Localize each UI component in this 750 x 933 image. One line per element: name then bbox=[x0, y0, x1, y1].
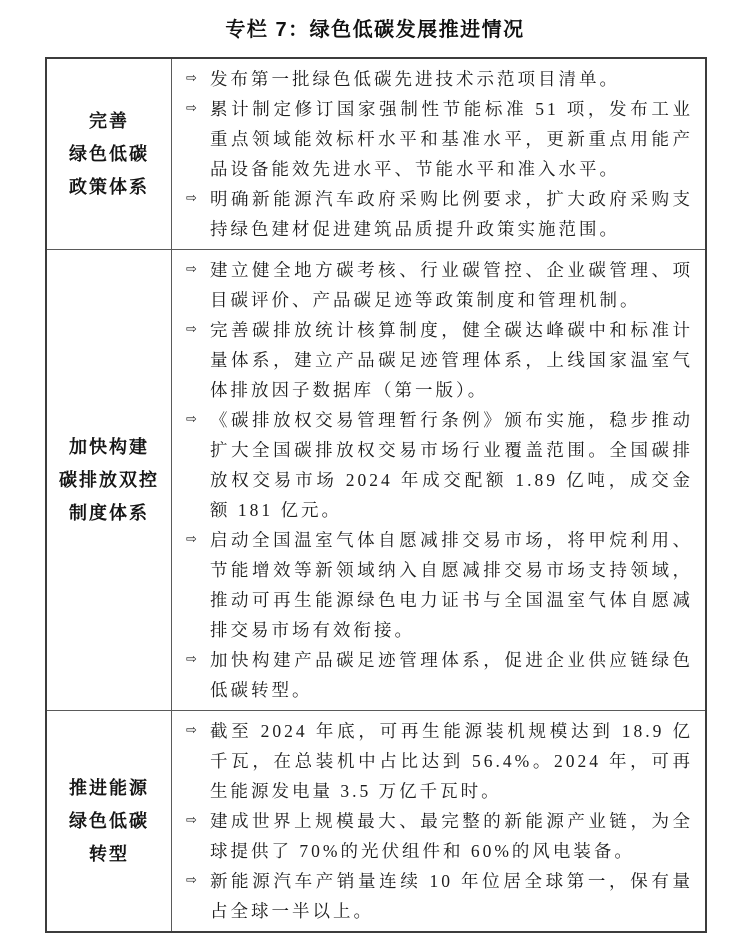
category-label-line: 推进能源 bbox=[69, 777, 149, 798]
arrow-bullet-icon: ⇨ bbox=[186, 652, 197, 667]
list-item bbox=[186, 315, 693, 405]
item-text: 加快构建产品碳足迹管理体系，促进企业供应链绿色低碳转型。 bbox=[210, 650, 693, 700]
list-item bbox=[186, 716, 693, 806]
row-content-dual-control bbox=[172, 250, 705, 710]
arrow-bullet-icon: ⇨ bbox=[186, 191, 197, 206]
item-text: 发布第一批绿色低碳先进技术示范项目清单。 bbox=[210, 69, 620, 89]
table-row-energy-transition bbox=[47, 711, 705, 931]
arrow-bullet-icon: ⇨ bbox=[186, 101, 197, 116]
arrow-bullet-icon: ⇨ bbox=[186, 873, 197, 888]
row-content-policy-system bbox=[172, 59, 705, 249]
category-label-line: 转型 bbox=[89, 843, 129, 864]
row-content-energy-transition bbox=[172, 711, 705, 931]
list-item bbox=[186, 866, 693, 926]
category-label-line: 绿色低碳 bbox=[69, 143, 149, 164]
table-row-dual-control bbox=[47, 250, 705, 711]
category-label-policy-system bbox=[47, 59, 172, 249]
page-title: 专栏 7：绿色低碳发展推进情况 bbox=[225, 19, 525, 41]
item-text: 启动全国温室气体自愿减排交易市场，将甲烷利用、节能增效等新领域纳入自愿减排交易市场支持领域，推动可再生能源绿色电力证书与全国温室气体自愿减排交易市场有效衔接。 bbox=[210, 530, 693, 640]
item-text: 明确新能源汽车政府采购比例要求，扩大政府采购支持绿色建材促进建筑品质提升政策实施范围。 bbox=[210, 189, 693, 239]
category-label-line: 完善 bbox=[89, 110, 129, 131]
category-label-line: 加快构建 bbox=[69, 436, 149, 457]
category-label-line: 制度体系 bbox=[69, 502, 149, 523]
item-text: 累计制定修订国家强制性节能标准 51 项，发布工业重点领域能效标杆水平和基准水平，更新重点用能产品设备能效先进水平、节能水平和准入水平。 bbox=[210, 99, 693, 179]
list-item bbox=[186, 94, 693, 184]
arrow-bullet-icon: ⇨ bbox=[186, 723, 197, 738]
item-text: 建成世界上规模最大、最完整的新能源产业链，为全球提供了 70%的光伏组件和 60%的风电装备。 bbox=[210, 811, 693, 861]
category-label-line: 绿色低碳 bbox=[69, 810, 149, 831]
item-text: 《碳排放权交易管理暂行条例》颁布实施，稳步推动扩大全国碳排放权交易市场行业覆盖范围。全国碳排放权交易市场 2024 年成交配额 1.89 亿吨，成交金额 181 亿元。 bbox=[210, 410, 693, 520]
table-row-policy-system bbox=[47, 59, 705, 250]
list-item bbox=[186, 645, 693, 705]
arrow-bullet-icon: ⇨ bbox=[186, 322, 197, 337]
item-text: 建立健全地方碳考核、行业碳管控、企业碳管理、项目碳评价、产品碳足迹等政策制度和管理机制。 bbox=[210, 260, 693, 310]
category-label-dual-control bbox=[47, 250, 172, 710]
arrow-bullet-icon: ⇨ bbox=[186, 412, 197, 427]
arrow-bullet-icon: ⇨ bbox=[186, 532, 197, 547]
category-label-line: 政策体系 bbox=[69, 176, 149, 197]
arrow-bullet-icon: ⇨ bbox=[186, 71, 197, 86]
list-item bbox=[186, 405, 693, 525]
list-item bbox=[186, 806, 693, 866]
arrow-bullet-icon: ⇨ bbox=[186, 813, 197, 828]
arrow-bullet-icon: ⇨ bbox=[186, 262, 197, 277]
item-text: 新能源汽车产销量连续 10 年位居全球第一，保有量占全球一半以上。 bbox=[210, 871, 693, 921]
category-label-energy-transition bbox=[47, 711, 172, 931]
column-box-table bbox=[45, 57, 707, 933]
item-text: 截至 2024 年底，可再生能源装机规模达到 18.9 亿千瓦，在总装机中占比达到 56.4%。2024 年，可再生能源发电量 3.5 万亿千瓦时。 bbox=[210, 721, 693, 801]
list-item bbox=[186, 525, 693, 645]
list-item bbox=[186, 184, 693, 244]
list-item bbox=[186, 255, 693, 315]
item-text: 完善碳排放统计核算制度，健全碳达峰碳中和标准计量体系，建立产品碳足迹管理体系，上线国家温室气体排放因子数据库（第一版）。 bbox=[210, 320, 693, 400]
list-item bbox=[186, 64, 693, 94]
category-label-line: 碳排放双控 bbox=[59, 469, 159, 490]
